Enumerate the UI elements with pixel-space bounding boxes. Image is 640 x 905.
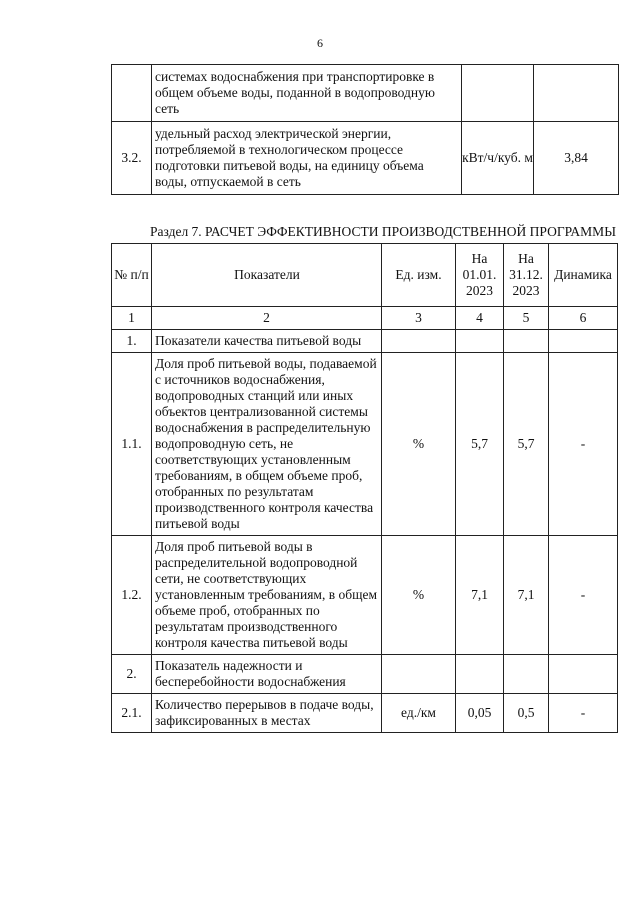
dynamics-cell — [549, 655, 618, 694]
row-number — [112, 65, 152, 122]
header-unit: Ед. изм. — [382, 244, 456, 307]
start-value-cell — [456, 330, 504, 353]
column-index: 2 — [152, 307, 382, 330]
table-row — [112, 122, 619, 195]
dynamics-cell — [549, 330, 618, 353]
header-start-value: На 01.01. 2023 — [456, 244, 504, 307]
unit-cell — [382, 330, 456, 353]
row-number: 3.2. — [112, 122, 152, 195]
row-number: 1.2. — [112, 536, 152, 655]
row-number: 2.1. — [112, 694, 152, 733]
start-value-cell: 5,7 — [456, 353, 504, 536]
unit-cell — [462, 65, 534, 122]
value-cell — [534, 65, 619, 122]
end-value-cell: 5,7 — [504, 353, 549, 536]
table-row — [112, 353, 618, 536]
row-number: 2. — [112, 655, 152, 694]
end-value-cell: 0,5 — [504, 694, 549, 733]
header-row — [112, 244, 618, 307]
header-dynamics: Динамика — [549, 244, 618, 307]
table-row — [112, 65, 619, 122]
start-value-cell — [456, 655, 504, 694]
section-title: Раздел 7. РАСЧЕТ ЭФФЕКТИВНОСТИ ПРОИЗВОДСТВЕННОЙ ПРОГРАММЫ — [150, 224, 616, 239]
table-row — [112, 536, 618, 655]
dynamics-cell: - — [549, 536, 618, 655]
indicator-name: Количество перерывов в подаче воды, зафиксированных в местах — [152, 694, 382, 733]
end-value-cell: 7,1 — [504, 536, 549, 655]
row-number: 1. — [112, 330, 152, 353]
header-num: № п/п — [112, 244, 152, 307]
unit-cell — [382, 655, 456, 694]
indicator-name: удельный расход электрической энергии, потребляемой в технологическом процессе подготовки питьевой воды, на единицу объема воды, отпускаемой в сеть — [152, 122, 462, 195]
indicator-name: Доля проб питьевой воды, подаваемой с источников водоснабжения, водопроводных станций или иных объектов централизованной системы водоснабжения в распределительную водопроводную сеть, не соответствующих установленным требованиям, в общем объеме проб, отобранных по результатам производственного контроля качества питьевой воды — [152, 353, 382, 536]
efficiency-table — [111, 243, 618, 733]
column-index: 5 — [504, 307, 549, 330]
table-row — [112, 694, 618, 733]
dynamics-cell: - — [549, 353, 618, 536]
column-index: 1 — [112, 307, 152, 330]
unit-cell: ед./км — [382, 694, 456, 733]
column-index: 4 — [456, 307, 504, 330]
column-index-row — [112, 307, 618, 330]
unit-cell: % — [382, 536, 456, 655]
end-value-cell — [504, 330, 549, 353]
dynamics-cell: - — [549, 694, 618, 733]
start-value-cell: 7,1 — [456, 536, 504, 655]
header-end-value: На 31.12. 2023 — [504, 244, 549, 307]
table-row — [112, 330, 618, 353]
end-value-cell — [504, 655, 549, 694]
row-number: 1.1. — [112, 353, 152, 536]
unit-cell: кВт/ч/куб. м — [462, 122, 534, 195]
indicator-name: Показатели качества питьевой воды — [152, 330, 382, 353]
header-name: Показатели — [152, 244, 382, 307]
table-row — [112, 655, 618, 694]
start-value-cell: 0,05 — [456, 694, 504, 733]
value-cell: 3,84 — [534, 122, 619, 195]
column-index: 6 — [549, 307, 618, 330]
unit-cell: % — [382, 353, 456, 536]
indicator-name: системах водоснабжения при транспортировке в общем объеме воды, поданной в водопроводную сеть — [152, 65, 462, 122]
column-index: 3 — [382, 307, 456, 330]
top-table — [111, 64, 619, 195]
indicator-name: Доля проб питьевой воды в распределительной водопроводной сети, не соответствующих установленным требованиям, в общем объеме проб, отобранных по результатам производственного контроля качества питьевой воды — [152, 536, 382, 655]
page-number: 6 — [317, 36, 323, 50]
indicator-name: Показатель надежности и бесперебойности водоснабжения — [152, 655, 382, 694]
